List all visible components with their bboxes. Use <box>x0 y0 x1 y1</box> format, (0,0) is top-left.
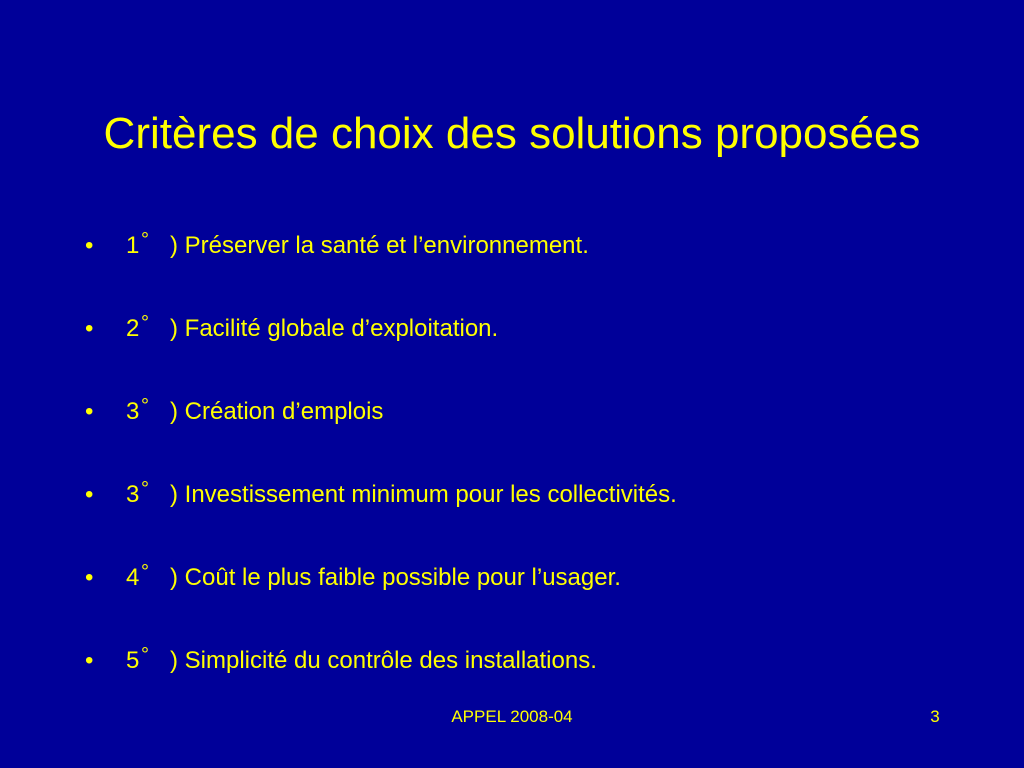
item-number: 1 <box>126 232 140 259</box>
item-text: ) Coût le plus faible possible pour l’usager. <box>170 564 621 591</box>
item-number: 3 <box>126 398 140 425</box>
degree-mark: ° <box>141 395 149 417</box>
page-number: 3 <box>930 707 940 726</box>
slide-title: Critères de choix des solutions proposées <box>103 109 921 158</box>
bullet-icon: • <box>85 398 94 425</box>
item-number: 2 <box>126 315 140 342</box>
item-text: ) Simplicité du contrôle des installations. <box>170 647 597 674</box>
bullet-icon: • <box>85 315 94 342</box>
degree-mark: ° <box>141 478 149 500</box>
item-number: 3 <box>126 481 140 508</box>
bullet-icon: • <box>85 647 94 674</box>
degree-mark: ° <box>141 229 149 251</box>
footer-text: APPEL 2008-04 <box>451 707 573 726</box>
bullet-icon: • <box>85 564 94 591</box>
item-text: ) Préserver la santé et l’environnement. <box>170 232 589 259</box>
degree-mark: ° <box>141 644 149 666</box>
degree-mark: ° <box>141 561 149 583</box>
item-text: ) Investissement minimum pour les collectivités. <box>170 481 677 508</box>
bullet-icon: • <box>85 232 94 259</box>
item-number: 5 <box>126 647 140 674</box>
degree-mark: ° <box>141 312 149 334</box>
item-number: 4 <box>126 564 140 591</box>
item-text: ) Création d’emplois <box>170 398 384 425</box>
item-text: ) Facilité globale d’exploitation. <box>170 315 499 342</box>
bullet-icon: • <box>85 481 94 508</box>
